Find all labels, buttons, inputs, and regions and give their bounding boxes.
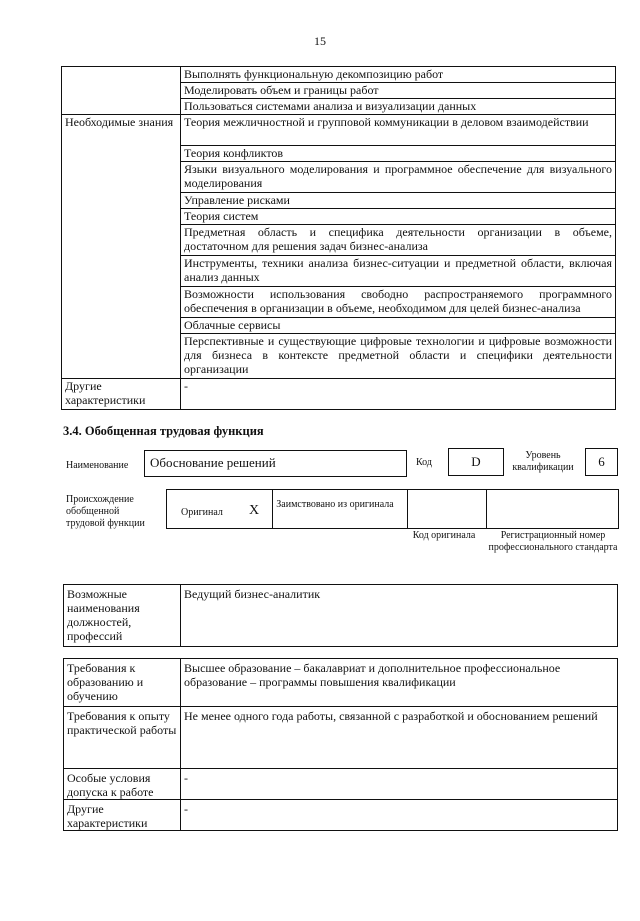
name-field: [144, 450, 407, 477]
table-row: [62, 379, 616, 410]
row-label: Другие характеристики: [62, 379, 181, 410]
row-value: Инструменты, техники анализа бизнес-ситуации и предметной области, включая анализ данных: [181, 256, 616, 287]
row-value: Пользоваться системами анализа и визуализации данных: [181, 99, 616, 115]
row-value: Возможности использования свободно распространяемого программного обеспечения в организации в объеме, необходимом для целей бизнес-анализа: [181, 287, 616, 318]
page-number: 15: [314, 34, 326, 48]
row-label: Возможные наименования должностей, профессий: [64, 585, 181, 647]
row-label: Особые условия допуска к работе: [64, 769, 181, 800]
code-value: D: [471, 454, 481, 469]
row-value: Не менее одного года работы, связанной с разработкой и обоснованием решений: [181, 707, 618, 769]
table-row: [64, 707, 618, 769]
table-row: [64, 585, 618, 647]
level-value: 6: [598, 454, 605, 469]
divider: [407, 489, 408, 529]
row-label: Другие характеристики: [64, 800, 181, 831]
code-label: Код: [416, 457, 432, 468]
row-value: Высшее образование – бакалавриат и дополнительное профессиональное образование – программы повышения квалификации: [181, 659, 618, 707]
row-value: Облачные сервисы: [181, 318, 616, 334]
requirements-table: [63, 658, 618, 831]
code-field: [448, 448, 504, 476]
divider: [272, 489, 273, 529]
row-value: Перспективные и существующие цифровые технологии и цифровые возможности для бизнеса в контексте предметной области и специфики деятельности организации: [181, 334, 616, 379]
row-value: Теория межличностной и групповой коммуникации в деловом взаимодействии: [181, 115, 616, 146]
table-row: [64, 800, 618, 831]
level-field: [585, 448, 618, 476]
table-row: [64, 659, 618, 707]
row-value: -: [181, 800, 618, 831]
row-value: -: [181, 379, 616, 410]
name-value: Обоснование решений: [150, 455, 276, 470]
row-label: [62, 67, 181, 115]
row-value: Моделировать объем и границы работ: [181, 83, 616, 99]
row-value: -: [181, 769, 618, 800]
code-original-label: Код оригинала: [412, 530, 476, 541]
row-label: Требования к опыту практической работы: [64, 707, 181, 769]
original-mark: X: [249, 503, 260, 518]
row-value: Ведущий бизнес-аналитик: [181, 585, 618, 647]
row-label: Необходимые знания: [62, 115, 181, 379]
knowledge-table: [61, 66, 616, 410]
name-label: Наименование: [66, 460, 129, 471]
section-title: 3.4. Обобщенная трудовая функция: [63, 424, 264, 438]
table-row: [64, 769, 618, 800]
reg-number-label: Регистрационный номер профессионального стандарта: [488, 530, 618, 553]
borrowed-label: Заимствовано из оригинала: [276, 499, 394, 510]
row-value: Управление рисками: [181, 193, 616, 209]
divider: [486, 489, 487, 529]
row-value: Теория конфликтов: [181, 146, 616, 162]
row-value: Предметная область и специфика деятельности организации в объеме, достаточном для решения задач бизнес-анализа: [181, 225, 616, 256]
origin-box: [166, 489, 619, 529]
row-value: Выполнять функциональную декомпозицию работ: [181, 67, 616, 83]
table-row: [62, 67, 616, 83]
row-value: Языки визуального моделирования и программное обеспечение для визуального моделирования: [181, 162, 616, 193]
origin-label: Происхождение обобщенной трудовой функции: [66, 494, 145, 529]
row-label: Требования к образованию и обучению: [64, 659, 181, 707]
table-row: [62, 115, 616, 146]
row-value: Теория систем: [181, 209, 616, 225]
positions-table: [63, 584, 618, 647]
original-label: Оригинал: [181, 507, 223, 518]
level-label: Уровень квалификации: [512, 450, 574, 473]
